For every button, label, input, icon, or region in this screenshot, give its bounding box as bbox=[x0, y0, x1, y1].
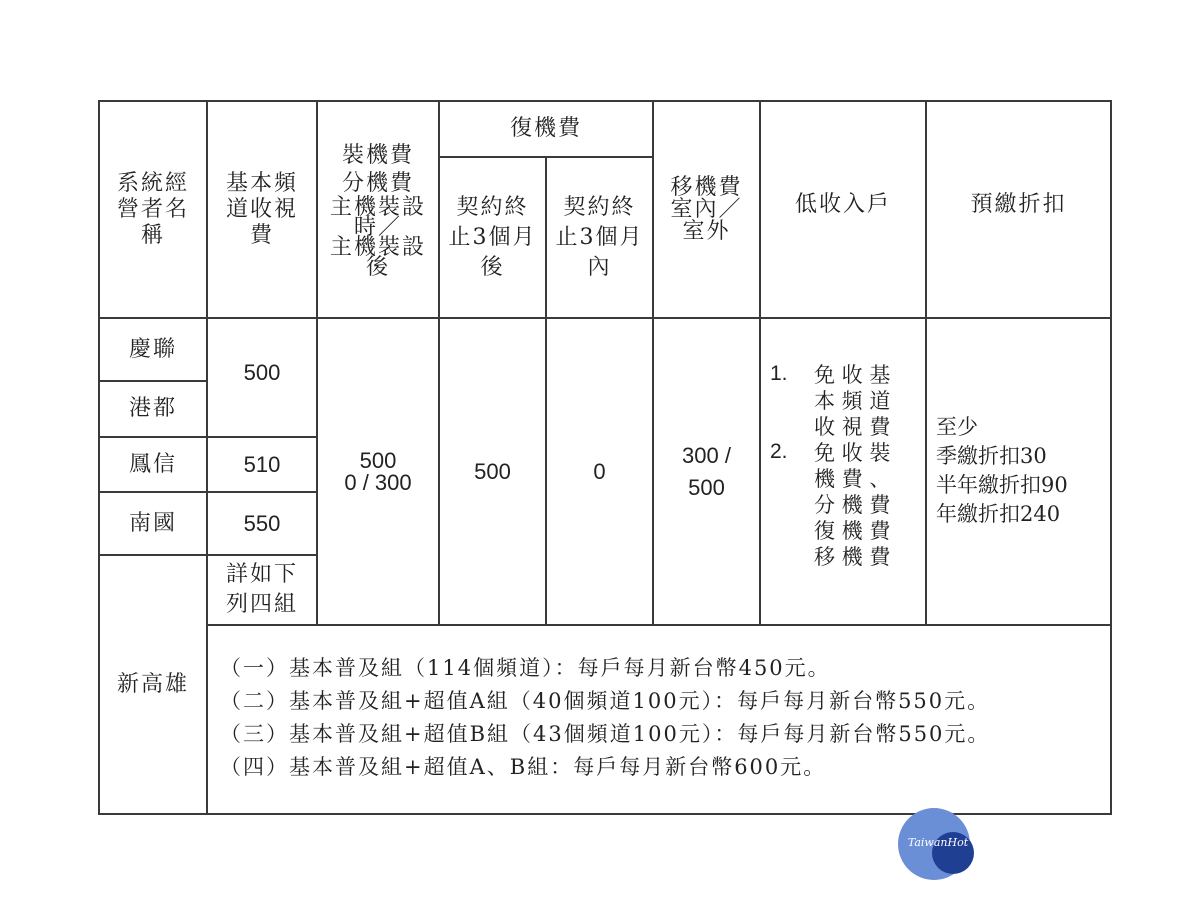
header-install-fee: 裝機費 分機費 主機裝設 時／ 主機裝設 後 bbox=[329, 142, 426, 280]
basic-fee-value: 550 bbox=[243, 510, 281, 536]
header-operator: 系統經 營者名 稱 bbox=[116, 170, 189, 248]
basic-fee-kaohsiung: 詳如下 列四組 bbox=[225, 562, 298, 617]
header-low-income: 低收入戶 bbox=[794, 191, 891, 217]
header-reconnect-within: 契約終 止3個月 內 bbox=[555, 194, 644, 280]
operator-name: 鳳信 bbox=[128, 451, 177, 477]
header-move-fee: 移機費 室內／ 室外 bbox=[670, 174, 743, 244]
list-item: 2. 免 收 裝 機 費 、 分 機 費 復 機 費 移 機 費 bbox=[770, 440, 891, 569]
header-reconnect-after: 契約終 止3個月 後 bbox=[448, 194, 537, 280]
logo-text: TaiwanHot bbox=[907, 836, 969, 849]
plan-item: （四）基本普及組+超值A、B組：每戶每月新台幣600元。 bbox=[220, 755, 827, 779]
list-item: 1. 免 收 基 本 頻 道 收 視 費 bbox=[770, 362, 891, 439]
basic-fee-value: 500 bbox=[243, 359, 281, 385]
kaohsiung-plans bbox=[220, 652, 990, 784]
low-income-list bbox=[770, 362, 910, 570]
basic-fee-value: 510 bbox=[243, 451, 281, 477]
operator-name: 港都 bbox=[128, 396, 177, 421]
table-border-bottom bbox=[98, 813, 1112, 815]
reconnect-within-value: 0 bbox=[593, 458, 606, 484]
table-border-right bbox=[1110, 100, 1112, 815]
operator-name: 南國 bbox=[128, 510, 177, 536]
header-reconnect-fee: 復機費 bbox=[509, 116, 582, 141]
reconnect-after-value: 500 bbox=[474, 458, 511, 484]
move-fee-value: 300 / 500 bbox=[682, 442, 731, 500]
operator-name-kaohsiung: 新高雄 bbox=[116, 671, 189, 697]
install-fee-value: 500 0 / 300 bbox=[344, 447, 412, 495]
plans-top-line bbox=[206, 624, 1112, 626]
operator-name: 慶聯 bbox=[128, 336, 177, 362]
prepay-discount: 至少 季繳折扣30 半年繳折扣90 年繳折扣240 bbox=[936, 415, 1068, 526]
header-prepay: 預繳折扣 bbox=[970, 191, 1067, 217]
plan-item: （一）基本普及組（114個頻道）：每戶每月新台幣450元。 bbox=[220, 656, 831, 680]
plan-item: （二）基本普及組+超值A組（40個頻道100元）：每戶每月新台幣550元。 bbox=[220, 689, 991, 713]
header-basic-fee: 基本頻 道收視 費 bbox=[225, 170, 298, 248]
plan-item: （三）基本普及組+超值B組（43個頻道100元）：每戶每月新台幣550元。 bbox=[220, 722, 991, 746]
